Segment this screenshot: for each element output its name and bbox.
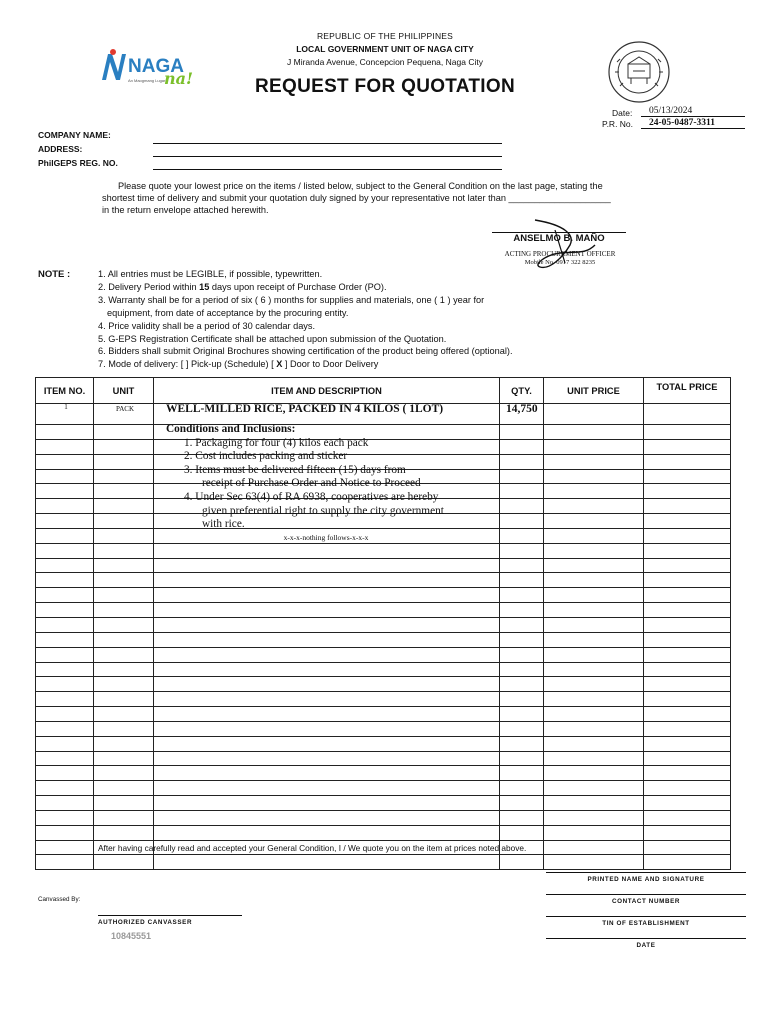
table-row [36, 707, 731, 722]
cell-total-price[interactable] [644, 514, 731, 529]
cell-description [154, 781, 500, 796]
printed-name-line[interactable]: PRINTED NAME AND SIGNATURE [546, 872, 746, 883]
cell-total-price[interactable] [644, 469, 731, 484]
cell-total-price[interactable] [644, 825, 731, 840]
authorized-canvasser-line[interactable]: AUTHORIZED CANVASSER [98, 915, 242, 926]
col-unit: UNIT [94, 378, 154, 404]
note-3-cont: equipment, from date of acceptance by the procuring entity. [107, 307, 349, 318]
note-2-a: 2. Delivery Period within [98, 281, 200, 292]
table-row [36, 796, 731, 811]
acceptance-statement: After having carefully read and accepted your General Condition, I / We quote you on the item at prices noted above. [98, 843, 527, 853]
cell-unit-price[interactable] [544, 514, 644, 529]
cell-total-price[interactable] [644, 632, 731, 647]
cell-item-no [36, 617, 94, 632]
note-6: 6. Bidders shall submit Original Brochures showing certification of the product being offered (optional). [98, 346, 513, 357]
col-unit-price: UNIT PRICE [544, 378, 644, 404]
cell-item-no [36, 632, 94, 647]
item-description: WELL-MILLED RICE, PACKED IN 4 KILOS ( 1LOT) [166, 403, 444, 415]
company-name-label: COMPANY NAME: [38, 130, 111, 140]
table-row [36, 588, 731, 603]
canvassed-by-label: Canvassed By: [38, 896, 81, 903]
cell-unit-price[interactable] [544, 528, 644, 543]
notes-list [98, 268, 513, 371]
cell-qty [500, 781, 544, 796]
cell-total-price[interactable] [644, 425, 731, 440]
lgu-heading: LOCAL GOVERNMENT UNIT OF NAGA CITY [296, 44, 474, 54]
officer-position: ACTING PROCUREMENT OFFICER [504, 250, 616, 258]
cell-unit [94, 484, 154, 499]
logo-text: NAGA [128, 56, 184, 77]
cell-qty [500, 454, 544, 469]
cell-unit-price[interactable] [544, 751, 644, 766]
condition-4: 4. Under Sec 63(4) of RA 6938, cooperatives are hereby [184, 490, 439, 503]
conditions-block [166, 423, 444, 532]
table-row [36, 662, 731, 677]
cell-qty [500, 499, 544, 514]
cell-qty [500, 543, 544, 558]
cell-total-price[interactable] [644, 796, 731, 811]
pr-label: P.R. No. [602, 119, 634, 129]
cell-unit-price[interactable] [544, 558, 644, 573]
col-description: ITEM AND DESCRIPTION [154, 378, 500, 404]
note-1: 1. All entries must be LEGIBLE, if possible, typewritten. [98, 269, 323, 279]
republic-heading: REPUBLIC OF THE PHILIPPINES [316, 31, 454, 41]
cell-unit [94, 751, 154, 766]
cell-unit [94, 825, 154, 840]
cell-description [154, 603, 500, 618]
condition-2: 2. Cost includes packing and sticker [184, 450, 348, 463]
note-4: 4. Price validity shall be a period of 30 calendar days. [98, 320, 316, 331]
cell-unit [94, 603, 154, 618]
cell-unit [94, 543, 154, 558]
cell-qty [500, 825, 544, 840]
table-row [36, 617, 731, 632]
cell-unit-price[interactable] [544, 692, 644, 707]
cell-total-price[interactable] [644, 558, 731, 573]
cell-qty [500, 736, 544, 751]
cell-unit-price[interactable] [544, 721, 644, 736]
note-2-c: days upon receipt of Purchase Order (PO). [209, 281, 387, 292]
cell-unit-price[interactable] [544, 617, 644, 632]
item-no-value: 1 [64, 403, 68, 411]
lgu-address: J Miranda Avenue, Concepcion Pequena, Naga City [287, 57, 483, 67]
cell-qty [500, 692, 544, 707]
cell-item-no [36, 588, 94, 603]
tin-line[interactable]: TIN OF ESTABLISHMENT [546, 916, 746, 927]
table-row [36, 603, 731, 618]
cell-total-price[interactable] [644, 484, 731, 499]
intro-line-3: in the return envelope attached herewith. [102, 205, 269, 215]
cell-unit [94, 766, 154, 781]
cell-unit [94, 558, 154, 573]
cell-unit-price[interactable] [544, 647, 644, 662]
cell-total-price[interactable] [644, 439, 731, 454]
table-row [36, 766, 731, 781]
cell-unit-price[interactable] [544, 707, 644, 722]
cell-unit-price[interactable] [544, 810, 644, 825]
cell-total-price[interactable] [644, 573, 731, 588]
cell-description [154, 721, 500, 736]
cell-total-price[interactable] [644, 588, 731, 603]
cell-unit-price[interactable] [544, 781, 644, 796]
cell-description [154, 707, 500, 722]
cell-unit [94, 810, 154, 825]
cell-item-no [36, 662, 94, 677]
condition-3-cont: receipt of Purchase Order and Notice to Proceed [202, 477, 421, 490]
cell-unit-price[interactable] [544, 454, 644, 469]
cell-unit [94, 662, 154, 677]
cell-unit-price[interactable] [544, 573, 644, 588]
cell-total-price[interactable] [644, 810, 731, 825]
cell-unit-price[interactable] [544, 469, 644, 484]
cell-unit [94, 736, 154, 751]
cell-unit [94, 647, 154, 662]
cell-description [154, 692, 500, 707]
cell-total-price[interactable] [644, 855, 731, 870]
cell-description [154, 796, 500, 811]
cell-unit-price[interactable] [544, 796, 644, 811]
cell-item-no [36, 603, 94, 618]
cell-unit-price[interactable] [544, 677, 644, 692]
cell-unit [94, 454, 154, 469]
cell-unit-price[interactable] [544, 543, 644, 558]
cell-total-price[interactable] [644, 454, 731, 469]
cell-unit-price[interactable] [544, 588, 644, 603]
control-number: 10845551 [111, 931, 152, 941]
table-row [36, 692, 731, 707]
cell-description [154, 810, 500, 825]
cell-item-no [36, 840, 94, 855]
cell-item-no [36, 707, 94, 722]
cell-total-price[interactable] [644, 721, 731, 736]
cell-description [154, 588, 500, 603]
table-row [36, 573, 731, 588]
cell-item-no [36, 439, 94, 454]
cell-description [154, 558, 500, 573]
cell-qty [500, 810, 544, 825]
table-row [36, 677, 731, 692]
table-row [36, 558, 731, 573]
cell-total-price[interactable] [644, 662, 731, 677]
cell-item-no [36, 677, 94, 692]
cell-qty [500, 617, 544, 632]
cell-total-price[interactable] [644, 766, 731, 781]
cell-unit [94, 796, 154, 811]
unit-value: PACK [115, 405, 135, 413]
cell-qty [500, 707, 544, 722]
cell-unit [94, 588, 154, 603]
cell-item-no [36, 528, 94, 543]
date-value: 05/13/2024 [641, 106, 745, 117]
cell-unit [94, 425, 154, 440]
cell-description [154, 825, 500, 840]
cell-qty [500, 647, 544, 662]
cell-description [154, 617, 500, 632]
cell-unit [94, 573, 154, 588]
table-row [36, 632, 731, 647]
note-7-a: 7. Mode of delivery: [ ] Pick-up (Schedule) [ [98, 359, 277, 370]
cell-unit [94, 707, 154, 722]
cell-qty [500, 677, 544, 692]
table-row [36, 855, 731, 870]
cell-description [154, 855, 500, 870]
condition-3: 3. Items must be delivered fifteen (15) days from [184, 463, 406, 476]
conditions-title: Conditions and Inclusions: [166, 423, 296, 435]
cell-description [154, 736, 500, 751]
cell-item-no [36, 558, 94, 573]
cell-description [154, 677, 500, 692]
cell-qty [500, 558, 544, 573]
cell-unit-price[interactable] [544, 736, 644, 751]
cell-item-no [36, 425, 94, 440]
contact-number-line[interactable]: CONTACT NUMBER [546, 894, 746, 905]
cell-description [154, 662, 500, 677]
cell-qty [500, 484, 544, 499]
table-row [36, 751, 731, 766]
condition-1: 1. Packaging for four (4) kilos each pack [184, 436, 369, 449]
table-header-row [36, 378, 731, 404]
condition-4-cont-2: with rice. [202, 518, 245, 531]
cell-item-no [36, 825, 94, 840]
cell-unit-price[interactable] [544, 404, 644, 425]
cell-qty [500, 425, 544, 440]
table-row [36, 647, 731, 662]
cell-item-no [36, 543, 94, 558]
condition-4-cont-1: given preferential right to supply the city government [202, 504, 444, 517]
note-2-days: 15 [199, 281, 210, 292]
pr-value: 24-05-0487-3311 [641, 118, 745, 129]
cell-qty [500, 721, 544, 736]
cell-unit [94, 855, 154, 870]
delivery-checkbox-mark[interactable]: X [276, 359, 283, 370]
cell-item-no [36, 499, 94, 514]
address-label: ADDRESS: [38, 144, 83, 154]
cell-item-no [36, 796, 94, 811]
philgeps-field[interactable] [153, 169, 502, 170]
cell-total-price[interactable] [644, 617, 731, 632]
cell-item-no [36, 484, 94, 499]
logo-script: na! [164, 69, 194, 88]
date-line[interactable]: DATE [546, 938, 746, 949]
cell-unit-price[interactable] [544, 439, 644, 454]
cell-item-no [36, 454, 94, 469]
cell-unit-price[interactable] [544, 632, 644, 647]
intro-line-1: Please quote your lowest price on the items / listed below, subject to the General Condition on the last page, stating the [118, 181, 603, 191]
cell-item-no [36, 810, 94, 825]
cell-unit [94, 692, 154, 707]
company-name-field[interactable] [153, 143, 502, 144]
cell-total-price[interactable] [644, 707, 731, 722]
cell-unit [94, 721, 154, 736]
cell-item-no [36, 781, 94, 796]
address-field[interactable] [153, 156, 502, 157]
cell-total-price[interactable] [644, 543, 731, 558]
note-5: 5. G-EPS Registration Certificate shall be attached upon submission of the Quotation. [98, 333, 447, 344]
cell-unit [94, 677, 154, 692]
cell-item-no [36, 647, 94, 662]
cell-unit-price[interactable] [544, 499, 644, 514]
cell-qty [500, 528, 544, 543]
qty-value: 14,750 [506, 403, 538, 415]
cell-qty [500, 766, 544, 781]
cell-item-no [36, 514, 94, 529]
cell-item-no [36, 692, 94, 707]
note-label: NOTE : [38, 269, 71, 280]
cell-unit [94, 632, 154, 647]
cell-unit-price[interactable] [544, 840, 644, 855]
cell-unit [94, 617, 154, 632]
table-row [36, 825, 731, 840]
cell-unit [94, 514, 154, 529]
cell-qty [500, 632, 544, 647]
cell-description [154, 573, 500, 588]
officer-name: ANSELMO B. MAÑO [492, 232, 626, 244]
nothing-follows: x-x-x-nothing follows-x-x-x [283, 533, 369, 542]
cell-total-price[interactable] [644, 840, 731, 855]
cell-qty [500, 573, 544, 588]
cell-unit [94, 439, 154, 454]
cell-total-price[interactable] [644, 647, 731, 662]
officer-mobile: Mobile No. 0917 322 8235 [524, 259, 596, 266]
cell-description [154, 632, 500, 647]
cell-qty [500, 855, 544, 870]
table-row [36, 543, 731, 558]
date-label: Date: [612, 108, 633, 118]
cell-qty [500, 514, 544, 529]
cell-description [154, 766, 500, 781]
cell-qty [500, 469, 544, 484]
note-2 [98, 281, 513, 294]
cell-description [154, 647, 500, 662]
col-item-no: ITEM NO. [36, 378, 94, 404]
cell-qty [500, 751, 544, 766]
cell-item-no [36, 573, 94, 588]
cell-total-price[interactable] [644, 404, 731, 425]
cell-item-no [36, 855, 94, 870]
cell-unit-price[interactable] [544, 766, 644, 781]
col-total-price: TOTAL PRICE [644, 378, 731, 404]
cell-unit-price[interactable] [544, 603, 644, 618]
officer-signature [525, 215, 605, 275]
note-7 [98, 358, 513, 371]
cell-unit [94, 499, 154, 514]
cell-qty [500, 439, 544, 454]
cell-item-no [36, 469, 94, 484]
table-row [36, 736, 731, 751]
cell-total-price[interactable] [644, 528, 731, 543]
cell-total-price[interactable] [644, 736, 731, 751]
logo-tagline: An Maogmang Lugar [128, 78, 166, 83]
cell-total-price[interactable] [644, 692, 731, 707]
cell-item-no [36, 721, 94, 736]
cell-unit-price[interactable] [544, 662, 644, 677]
cell-unit [94, 528, 154, 543]
cell-item-no [36, 766, 94, 781]
cell-unit-price[interactable] [544, 855, 644, 870]
col-qty: QTY. [500, 378, 544, 404]
intro-line-2: shortest time of delivery and submit your quotation duly signed by your representative not later than ____________________ [102, 193, 611, 203]
cell-total-price[interactable] [644, 781, 731, 796]
page-title: REQUEST FOR QUOTATION [255, 76, 515, 97]
table-row [36, 810, 731, 825]
cell-unit-price[interactable] [544, 484, 644, 499]
cell-unit [94, 469, 154, 484]
cell-qty [500, 796, 544, 811]
cell-qty [500, 662, 544, 677]
note-7-c: ] Door to Door Delivery [282, 359, 379, 370]
cell-description [154, 543, 500, 558]
cell-item-no [36, 751, 94, 766]
cell-total-price[interactable] [644, 499, 731, 514]
cell-unit-price[interactable] [544, 825, 644, 840]
cell-qty [500, 588, 544, 603]
note-3: 3. Warranty shall be for a period of six ( 6 ) months for supplies and materials, one ( 1 ) year for [98, 294, 485, 305]
cell-unit-price[interactable] [544, 425, 644, 440]
cell-total-price[interactable] [644, 603, 731, 618]
table-row [36, 781, 731, 796]
table-row [36, 721, 731, 736]
cell-unit [94, 781, 154, 796]
cell-item-no [36, 736, 94, 751]
cell-total-price[interactable] [644, 751, 731, 766]
philgeps-label: PhilGEPS REG. NO. [38, 158, 118, 168]
cell-qty [500, 603, 544, 618]
cell-total-price[interactable] [644, 677, 731, 692]
cell-description [154, 751, 500, 766]
